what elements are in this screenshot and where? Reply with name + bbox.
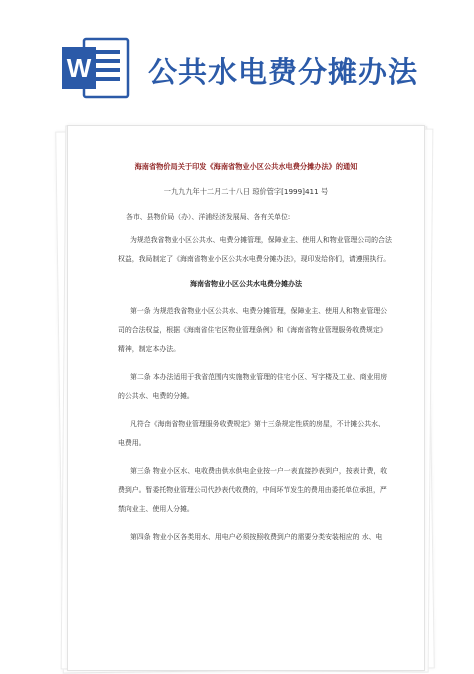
- regulation-title: 海南省物业小区公共水电费分摊办法: [190, 280, 302, 288]
- document-date-line: 一九九九年十二月二十八日 琼价管字[1999]411 号: [163, 187, 329, 196]
- word-document-icon: [62, 37, 130, 99]
- intro-line-1: 为规范我省物业小区公共水、电费分摊管理，保障业主、使用人和物业管理公司的合法: [130, 236, 392, 244]
- article-2-line-2: 的公共水、电费的分摊。: [118, 392, 194, 400]
- article-3-line-2: 费到户。暂委托物业管理公司代抄表代收费的，中间环节发生的费用由委托单位承担，严: [118, 486, 387, 494]
- article-1-line-1: 第一条 为规范我省物业小区公共水、电费分摊管理，保障业主、使用人和物业管理公: [130, 307, 388, 315]
- article-1-line-2: 司的合法权益，根据《海南省住宅区物业管理条例》和《海南省物业管理服务收费规定》: [118, 326, 387, 334]
- article-3-line-3: 禁向业主、使用人分摊。: [118, 505, 194, 513]
- note-line-2: 电费用。: [118, 439, 146, 447]
- svg-text:W: W: [66, 53, 92, 83]
- intro-line-2: 权益，我局制定了《海南省物业小区公共水电费分摊办法》，现印发给你们，请遵照执行。: [118, 255, 391, 263]
- article-4-line-1: 第四条 物业小区各类用水、用电户必须按照收费到户的需要分类安装相应的 水、电: [130, 533, 383, 541]
- article-2-line-1: 第二条 本办法适用于我省范围内实施物业管理的住宅小区、写字楼及工业、商业用房: [130, 373, 388, 381]
- page-title: 公共水电费分摊办法: [148, 55, 419, 89]
- note-line-1: 凡符合《海南省物业管理服务收费规定》第十三条规定性质的房屋，不计摊公共水、: [130, 420, 385, 428]
- article-1-line-3: 精神，制定本办法。: [118, 345, 181, 353]
- page-header: [0, 0, 474, 110]
- addressees: 各市、县物价局（办）、洋浦经济发展局、各有关单位:: [126, 213, 291, 221]
- notice-title: 海南省物价局关于印发《海南省物业小区公共水电费分摊办法》的通知: [134, 162, 358, 171]
- document-page: [67, 125, 425, 671]
- article-3-line-1: 第三条 物业小区水、电收费由供水供电企业按一户一表直接抄表到户，按表计费，收: [130, 467, 388, 475]
